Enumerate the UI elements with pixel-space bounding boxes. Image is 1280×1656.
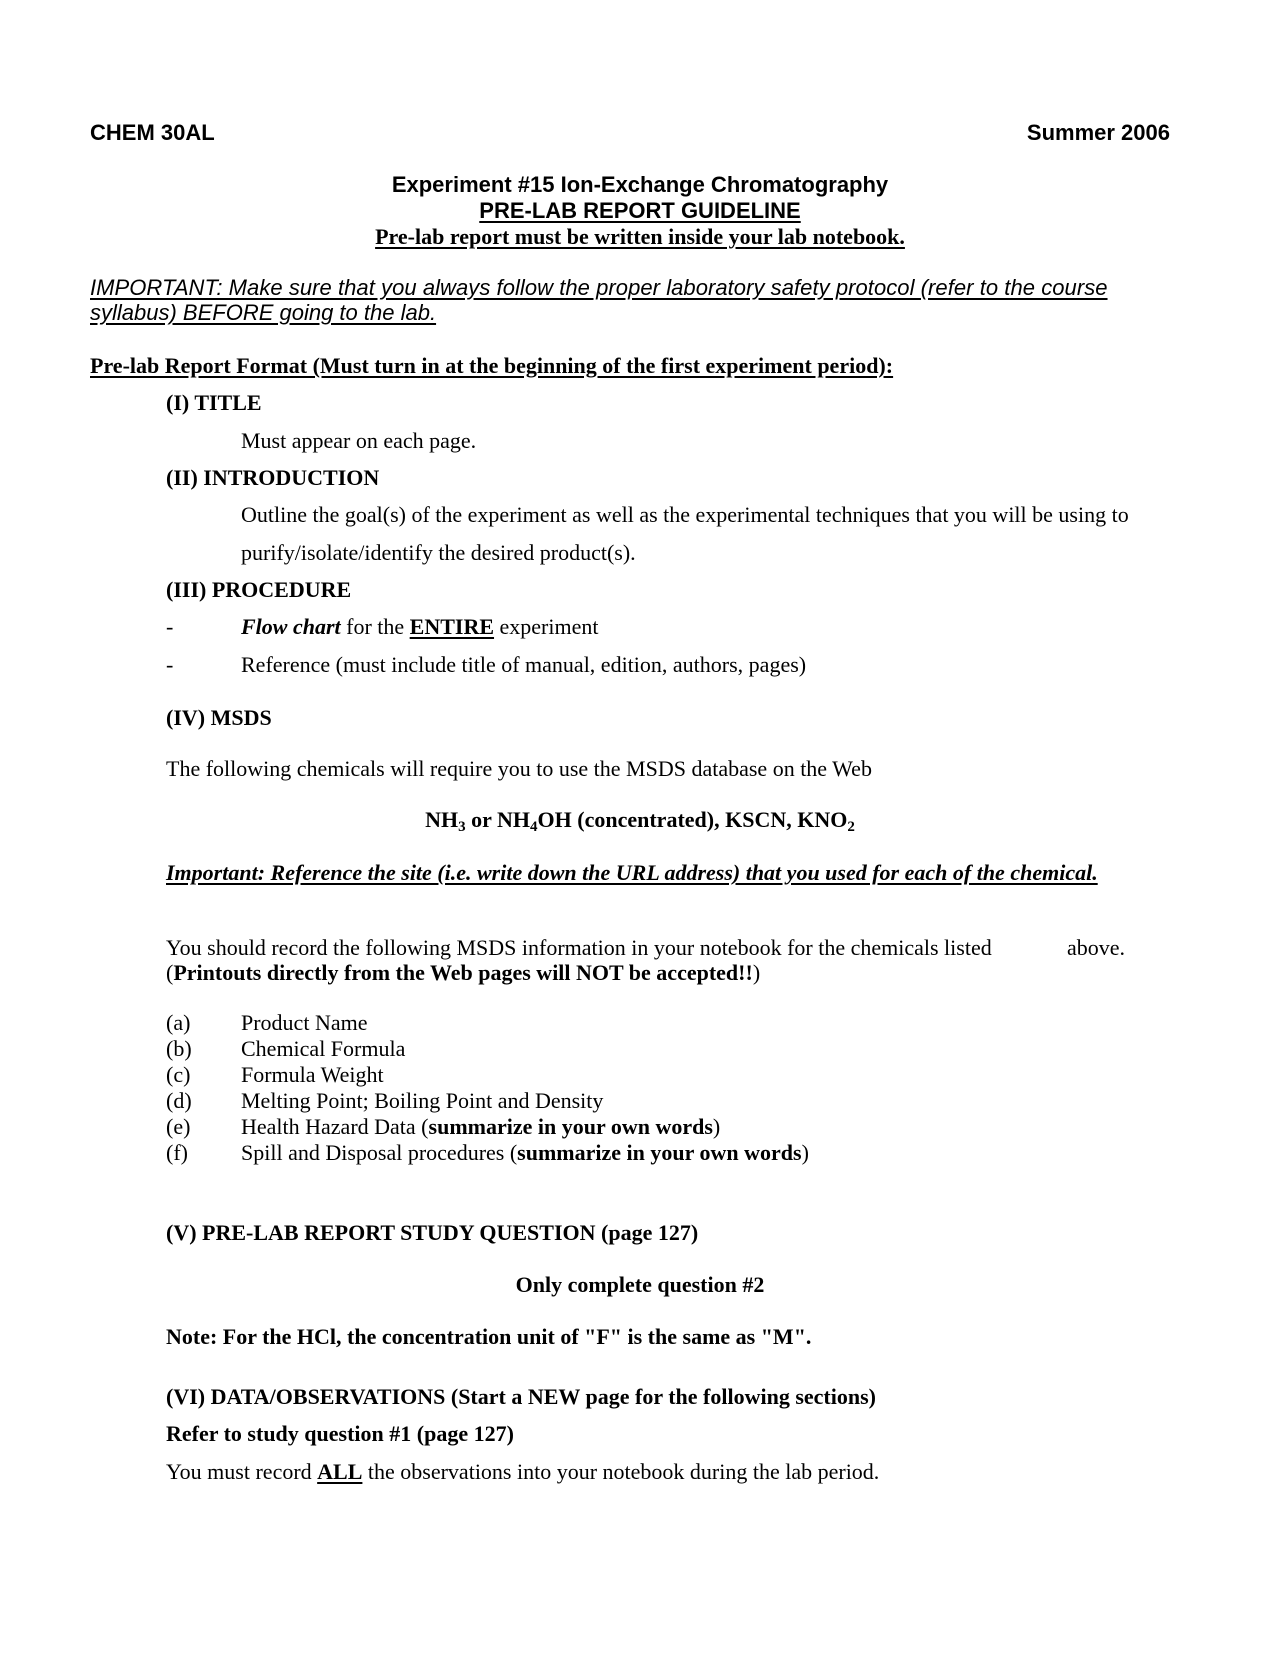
section-intro-line-1: Outline the goal(s) of the experiment as well as the experimental techniques that you will be using to [241, 502, 1129, 527]
section-study-question-heading: (V) PRE-LAB REPORT STUDY QUESTION (page 127) [166, 1220, 699, 1245]
list-item-text-end: ) [712, 1114, 721, 1139]
safety-line-2: syllabus) BEFORE going to the lab. [90, 300, 437, 325]
guideline-title: PRE-LAB REPORT GUIDELINE [479, 198, 801, 223]
term: Summer 2006 [1026, 120, 1170, 145]
printouts-open: ( [166, 960, 174, 985]
format-heading: Pre-lab Report Format (Must turn in at the beginning of the first experiment period): [90, 353, 894, 378]
procedure-item-1 [241, 614, 599, 640]
notebook-note: Pre-lab report must be written inside your lab notebook. [375, 224, 905, 249]
course-code: CHEM 30AL [90, 120, 215, 145]
data-refer: Refer to study question #1 (page 127) [166, 1421, 514, 1446]
procedure-item-1-end: experiment [494, 614, 599, 639]
chem-sub-3: 3 [458, 819, 466, 835]
section-msds-heading: (IV) MSDS [166, 705, 272, 730]
list-item [0, 1062, 1280, 1088]
data-record-all: ALL [317, 1459, 363, 1484]
list-item-letter: (a) [166, 1010, 191, 1035]
msds-record-line: You should record the following MSDS information in your notebook for the chemicals listed [166, 935, 992, 960]
data-record [166, 1459, 879, 1485]
msds-important: Important: Reference the site (i.e. write down the URL address) that you used for each of the chemical. [166, 860, 1098, 885]
list-item-text-bold: summarize in your own words [428, 1114, 713, 1139]
chemical-list [0, 807, 1280, 833]
procedure-item-2: Reference (must include title of manual, edition, authors, pages) [241, 652, 807, 677]
printouts-close: ) [752, 960, 761, 985]
chem-nh: NH [425, 807, 459, 832]
list-item-text-start: Health Hazard Data ( [241, 1114, 429, 1139]
list-item [0, 1036, 1280, 1062]
printouts-warning: Printouts directly from the Web pages will NOT be accepted!! [173, 960, 753, 985]
section-intro-line-2: purify/isolate/identify the desired product(s). [241, 540, 636, 565]
entire-label: ENTIRE [409, 614, 495, 639]
list-item [0, 1114, 1280, 1140]
list-item-text-bold: summarize in your own words [517, 1140, 802, 1165]
section-procedure-heading: (III) PROCEDURE [166, 577, 352, 602]
list-item-letter: (b) [166, 1036, 192, 1061]
list-item-text: Formula Weight [241, 1062, 384, 1087]
list-item [0, 1010, 1280, 1036]
chem-rest: OH (concentrated), KSCN, KNO [537, 807, 848, 832]
msds-record-above: above. [1067, 935, 1126, 960]
list-item-text: Chemical Formula [241, 1036, 406, 1061]
list-item-letter: (d) [166, 1088, 192, 1113]
experiment-title: Experiment #15 Ion-Exchange Chromatography [391, 172, 889, 197]
chem-sub-4: 4 [530, 819, 538, 835]
section-title-heading: (I) TITLE [166, 390, 262, 415]
list-item-letter: (f) [166, 1140, 188, 1165]
msds-printouts [166, 960, 760, 986]
section-title-text: Must appear on each page. [241, 428, 477, 453]
chem-or: or NH [465, 807, 531, 832]
section-intro-heading: (II) INTRODUCTION [166, 465, 380, 490]
list-item [0, 1088, 1280, 1114]
list-item-text-end: ) [801, 1140, 809, 1165]
list-item-text: Melting Point; Boiling Point and Density [241, 1088, 604, 1113]
flow-chart-label: Flow chart [241, 614, 341, 639]
list-item-letter: (e) [166, 1114, 191, 1139]
safety-line-1: IMPORTANT: Make sure that you always follow the proper laboratory safety protocol (refer to the course [90, 275, 1108, 300]
procedure-bullet-2: - [166, 652, 174, 677]
section-data-heading: (VI) DATA/OBSERVATIONS (Start a NEW page for the following sections) [166, 1384, 876, 1409]
list-item-text [241, 1114, 720, 1140]
notebook-note-wrap [0, 224, 1280, 250]
list-item [0, 1140, 1280, 1166]
list-item-text-start: Spill and Disposal procedures ( [241, 1140, 518, 1165]
study-question-only: Only complete question #2 [515, 1272, 765, 1297]
list-item-text: Product Name [241, 1010, 368, 1035]
list-item-text [241, 1140, 809, 1166]
msds-intro: The following chemicals will require you to use the MSDS database on the Web [166, 756, 872, 781]
chem-sub-2: 2 [847, 819, 855, 835]
data-record-start: You must record [166, 1459, 318, 1484]
study-question-note: Note: For the HCl, the concentration unit of "F" is the same as "M". [166, 1324, 812, 1349]
list-item-letter: (c) [166, 1062, 191, 1087]
procedure-item-1-mid: for the [340, 614, 410, 639]
guideline-title-wrap [0, 198, 1280, 224]
procedure-bullet-1: - [166, 614, 174, 639]
data-record-end: the observations into your notebook during the lab period. [362, 1459, 880, 1484]
